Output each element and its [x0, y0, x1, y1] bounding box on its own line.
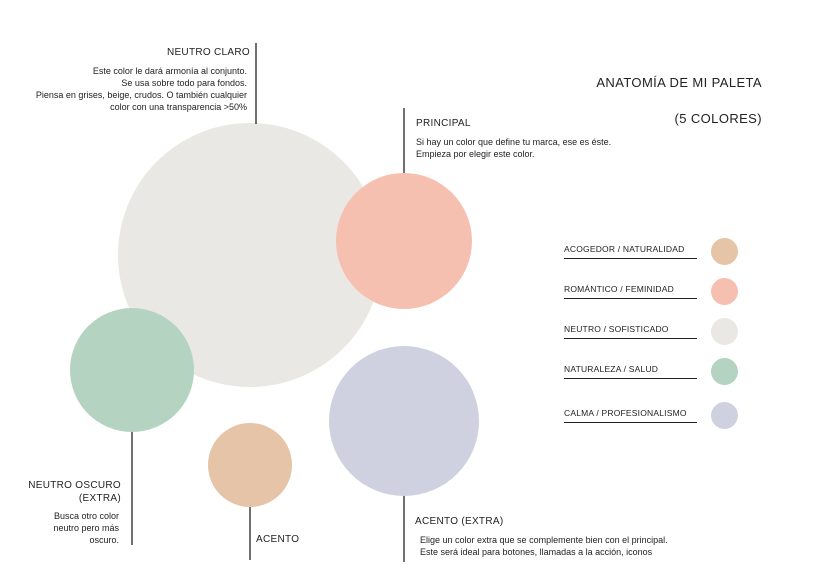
legend-swatch — [711, 238, 738, 265]
legend-label: NEUTRO / SOFISTICADO — [564, 324, 669, 334]
legend-swatch — [711, 358, 738, 385]
accent-extra-description: Elige un color extra que se complemente bien con el principal. Este será ideal para botones, llamadas a la acción, iconos — [420, 535, 668, 557]
principal-circle — [336, 173, 472, 309]
legend-underline — [564, 298, 697, 299]
legend-label: NATURALEZA / SALUD — [564, 364, 659, 374]
accent-extra-heading: ACENTO (EXTRA) — [415, 516, 504, 527]
neutral-dark-heading: NEUTRO OSCURO (EXTRA) — [28, 480, 121, 504]
legend-underline — [564, 378, 697, 379]
legend-item — [564, 238, 744, 268]
diagram-title — [596, 56, 762, 146]
neutral-dark-circle — [70, 308, 194, 432]
legend-label: ROMÁNTICO / FEMINIDAD — [564, 284, 674, 294]
legend-swatch — [711, 402, 738, 429]
legend-item — [564, 358, 744, 388]
neutral-light-heading: NEUTRO CLARO — [166, 47, 250, 58]
neutral-light-description: Este color le dará armonía al conjunto. Se usa sobre todo para fondos. Piensa en grises, beige, crudos. O también cualquier color con una transparencia >50% — [35, 66, 247, 112]
legend-label: CALMA / PROFESIONALISMO — [564, 408, 687, 418]
title-line-2: (5 COLORES) — [674, 111, 762, 126]
legend-underline — [564, 338, 697, 339]
legend-item — [564, 278, 744, 308]
legend-underline — [564, 422, 697, 423]
principal-description: Si hay un color que define tu marca, ese es éste. Empieza por elegir este color. — [416, 137, 612, 159]
title-line-1: ANATOMÍA DE MI PALETA — [596, 75, 762, 90]
legend-swatch — [711, 318, 738, 345]
accent-circle — [208, 423, 292, 507]
accent-extra-circle — [329, 346, 479, 496]
legend-label: ACOGEDOR / NATURALIDAD — [564, 244, 685, 254]
neutral-dark-description: Busca otro color neutro pero más oscuro. — [53, 511, 119, 545]
accent-heading: ACENTO — [256, 534, 300, 545]
legend-underline — [564, 258, 697, 259]
legend-item — [564, 402, 744, 432]
principal-heading: PRINCIPAL — [416, 118, 471, 129]
legend-swatch — [711, 278, 738, 305]
legend-item — [564, 318, 744, 348]
